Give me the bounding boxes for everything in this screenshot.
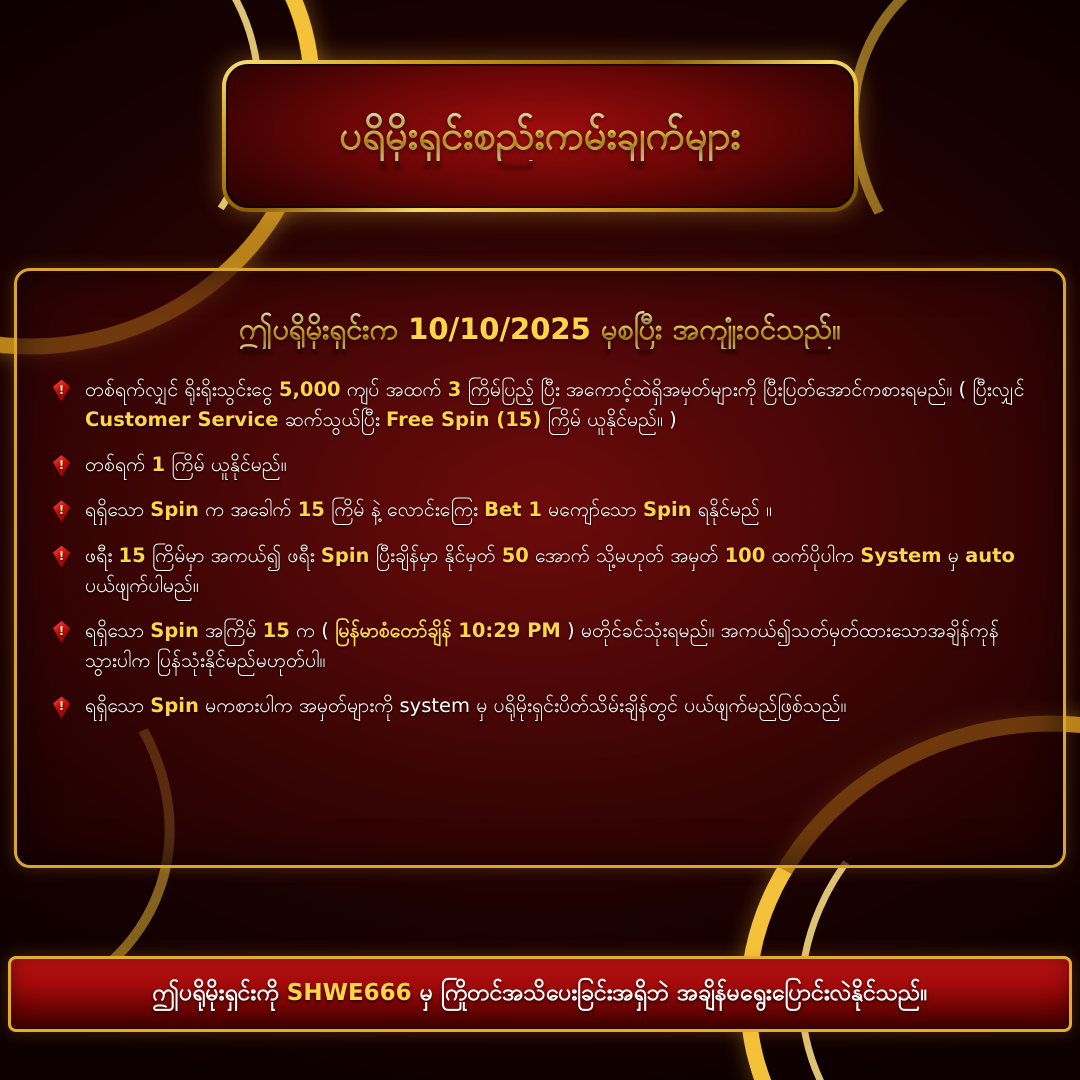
term-3-segment-3: 15 xyxy=(297,498,325,522)
term-5-segment-5: မြန်မာစံတော်ချိန် 10:29 PM xyxy=(335,619,561,642)
term-5-segment-2: အကြိမ် xyxy=(198,619,263,642)
term-1-segment-1: 5,000 xyxy=(278,377,341,401)
term-4-segment-11: auto xyxy=(965,543,1015,567)
term-2-segment-2: ကြိမ် ယူနိုင်မည်။ xyxy=(165,453,287,477)
term-3-segment-1: Spin xyxy=(150,498,199,522)
warning-diamond-icon xyxy=(53,455,70,477)
warning-diamond-icon xyxy=(53,500,70,522)
title-banner xyxy=(222,60,858,212)
term-3-segment-2: က အခေါက် xyxy=(198,498,298,522)
term-1-segment-6: ဆက်သွယ်ပြီး xyxy=(278,407,387,431)
term-4-segment-7: 100 xyxy=(724,543,766,567)
term-4-segment-3: Spin xyxy=(320,543,370,567)
term-4-segment-2: ကြိမ်မှာ အကယ်၍ ဖရီး xyxy=(145,543,321,567)
term-text xyxy=(85,544,1015,597)
term-4-segment-0: ဖရီး xyxy=(85,543,119,567)
headline-segment-0: ဤပရိုမိုးရှင်းက xyxy=(239,312,409,346)
term-item xyxy=(51,691,1029,721)
terms-list xyxy=(51,375,1029,722)
term-4-segment-5: 50 xyxy=(501,543,529,567)
term-4-segment-8: ထက်ပိုပါက xyxy=(765,543,861,567)
headline-segment-1: 10/10/2025 xyxy=(408,312,591,346)
term-item xyxy=(51,450,1029,480)
term-6-segment-2: မကစားပါက အမှတ်များကို system မှ ပရိုမိုးရှင်းပိတ်သိမ်းချိန်တွင် ပယ်ဖျက်မည်ဖြစ်သည်။ xyxy=(198,694,847,718)
term-4-segment-6: အောက် သို့မဟုတ် အမှတ် xyxy=(528,543,725,567)
term-text xyxy=(85,619,999,672)
term-item xyxy=(51,375,1029,435)
term-5-segment-1: Spin xyxy=(150,619,199,642)
term-1-segment-5: Customer Service xyxy=(85,407,279,431)
term-text xyxy=(85,498,772,521)
term-5-segment-4: က ( xyxy=(289,619,336,642)
footer-segment-1: SHWE666 xyxy=(286,980,412,1007)
term-6-segment-0: ရရှိသော xyxy=(85,694,151,718)
term-3-segment-8: ရနိုင်မည် ။ xyxy=(691,498,772,522)
term-4-segment-10: မှ xyxy=(941,543,966,567)
term-item xyxy=(51,495,1029,525)
promo-start-date-headline xyxy=(51,311,1029,349)
title-banner-inner xyxy=(226,64,854,208)
warning-diamond-icon xyxy=(53,380,70,402)
term-text xyxy=(85,694,846,717)
footer-note xyxy=(153,978,928,1009)
term-3-segment-4: ကြိမ် နဲ့ လောင်းကြေး xyxy=(324,498,485,522)
term-text xyxy=(85,453,287,476)
term-3-segment-7: Spin xyxy=(642,498,692,522)
term-4-segment-12: ပယ်ဖျက်ပါမည်။ xyxy=(85,573,199,597)
term-6-segment-1: Spin xyxy=(150,694,199,718)
warning-diamond-icon xyxy=(53,621,70,643)
term-2-segment-0: တစ်ရက် xyxy=(85,453,152,477)
headline-segment-2: မှစပြီး အကျုံးဝင်သည်။ xyxy=(590,312,841,346)
term-4-segment-9: System xyxy=(860,543,942,567)
footer-segment-2: မှ ကြိုတင်အသိပေးခြင်းအရှိဘဲ အချိန်မရွေးပြောင်းလဲနိုင်သည်။ xyxy=(411,980,928,1007)
term-1-segment-0: တစ်ရက်လျှင် ရိုးရိုးသွင်းငွေ xyxy=(85,377,279,401)
term-item xyxy=(51,541,1029,601)
term-4-segment-1: 15 xyxy=(118,543,146,567)
warning-diamond-icon xyxy=(53,546,70,568)
page-title: ပရိမိုးရှင်းစည်းကမ်းချက်များ xyxy=(321,111,758,161)
term-2-segment-1: 1 xyxy=(151,453,166,477)
footer-segment-0: ဤပရိုမိုးရှင်းကို xyxy=(152,980,287,1007)
term-1-segment-8: ကြိမ် ယူနိုင်မည်။ ) xyxy=(541,407,677,431)
term-4-segment-4: ပြီးချိန်မှာ နိုင်မှတ် xyxy=(369,543,502,567)
term-3-segment-5: Bet 1 xyxy=(484,498,542,522)
term-3-segment-6: မကျော်သော xyxy=(541,498,643,522)
term-item xyxy=(51,616,1029,676)
footer-ribbon xyxy=(8,956,1072,1032)
terms-panel xyxy=(14,268,1066,868)
term-1-segment-7: Free Spin (15) xyxy=(386,407,542,431)
term-1-segment-4: ကြိမ်ပြည့် ပြီး အကောင့်ထဲရှိအမှတ်များကို ပြီးပြတ်အောင်ကစားရမည်။ ( ပြီးလျှင် xyxy=(461,377,1025,401)
term-5-segment-6: ) မတိုင်ခင်သုံးရမည်။ အကယ်၍သတ်မှတ်ထားသောအချိန်ကုန်သွားပါက ပြန်သုံးနိုင်မည်မဟုတ်ပါ။ xyxy=(85,619,999,673)
term-1-segment-3: 3 xyxy=(447,377,462,401)
term-text xyxy=(85,378,1025,431)
term-1-segment-2: ကျပ် အထက် xyxy=(340,377,448,401)
term-3-segment-0: ရရှိသော xyxy=(85,498,151,522)
warning-diamond-icon xyxy=(53,696,70,718)
term-5-segment-0: ရရှိသော xyxy=(85,619,151,642)
term-5-segment-3: 15 xyxy=(262,619,290,642)
